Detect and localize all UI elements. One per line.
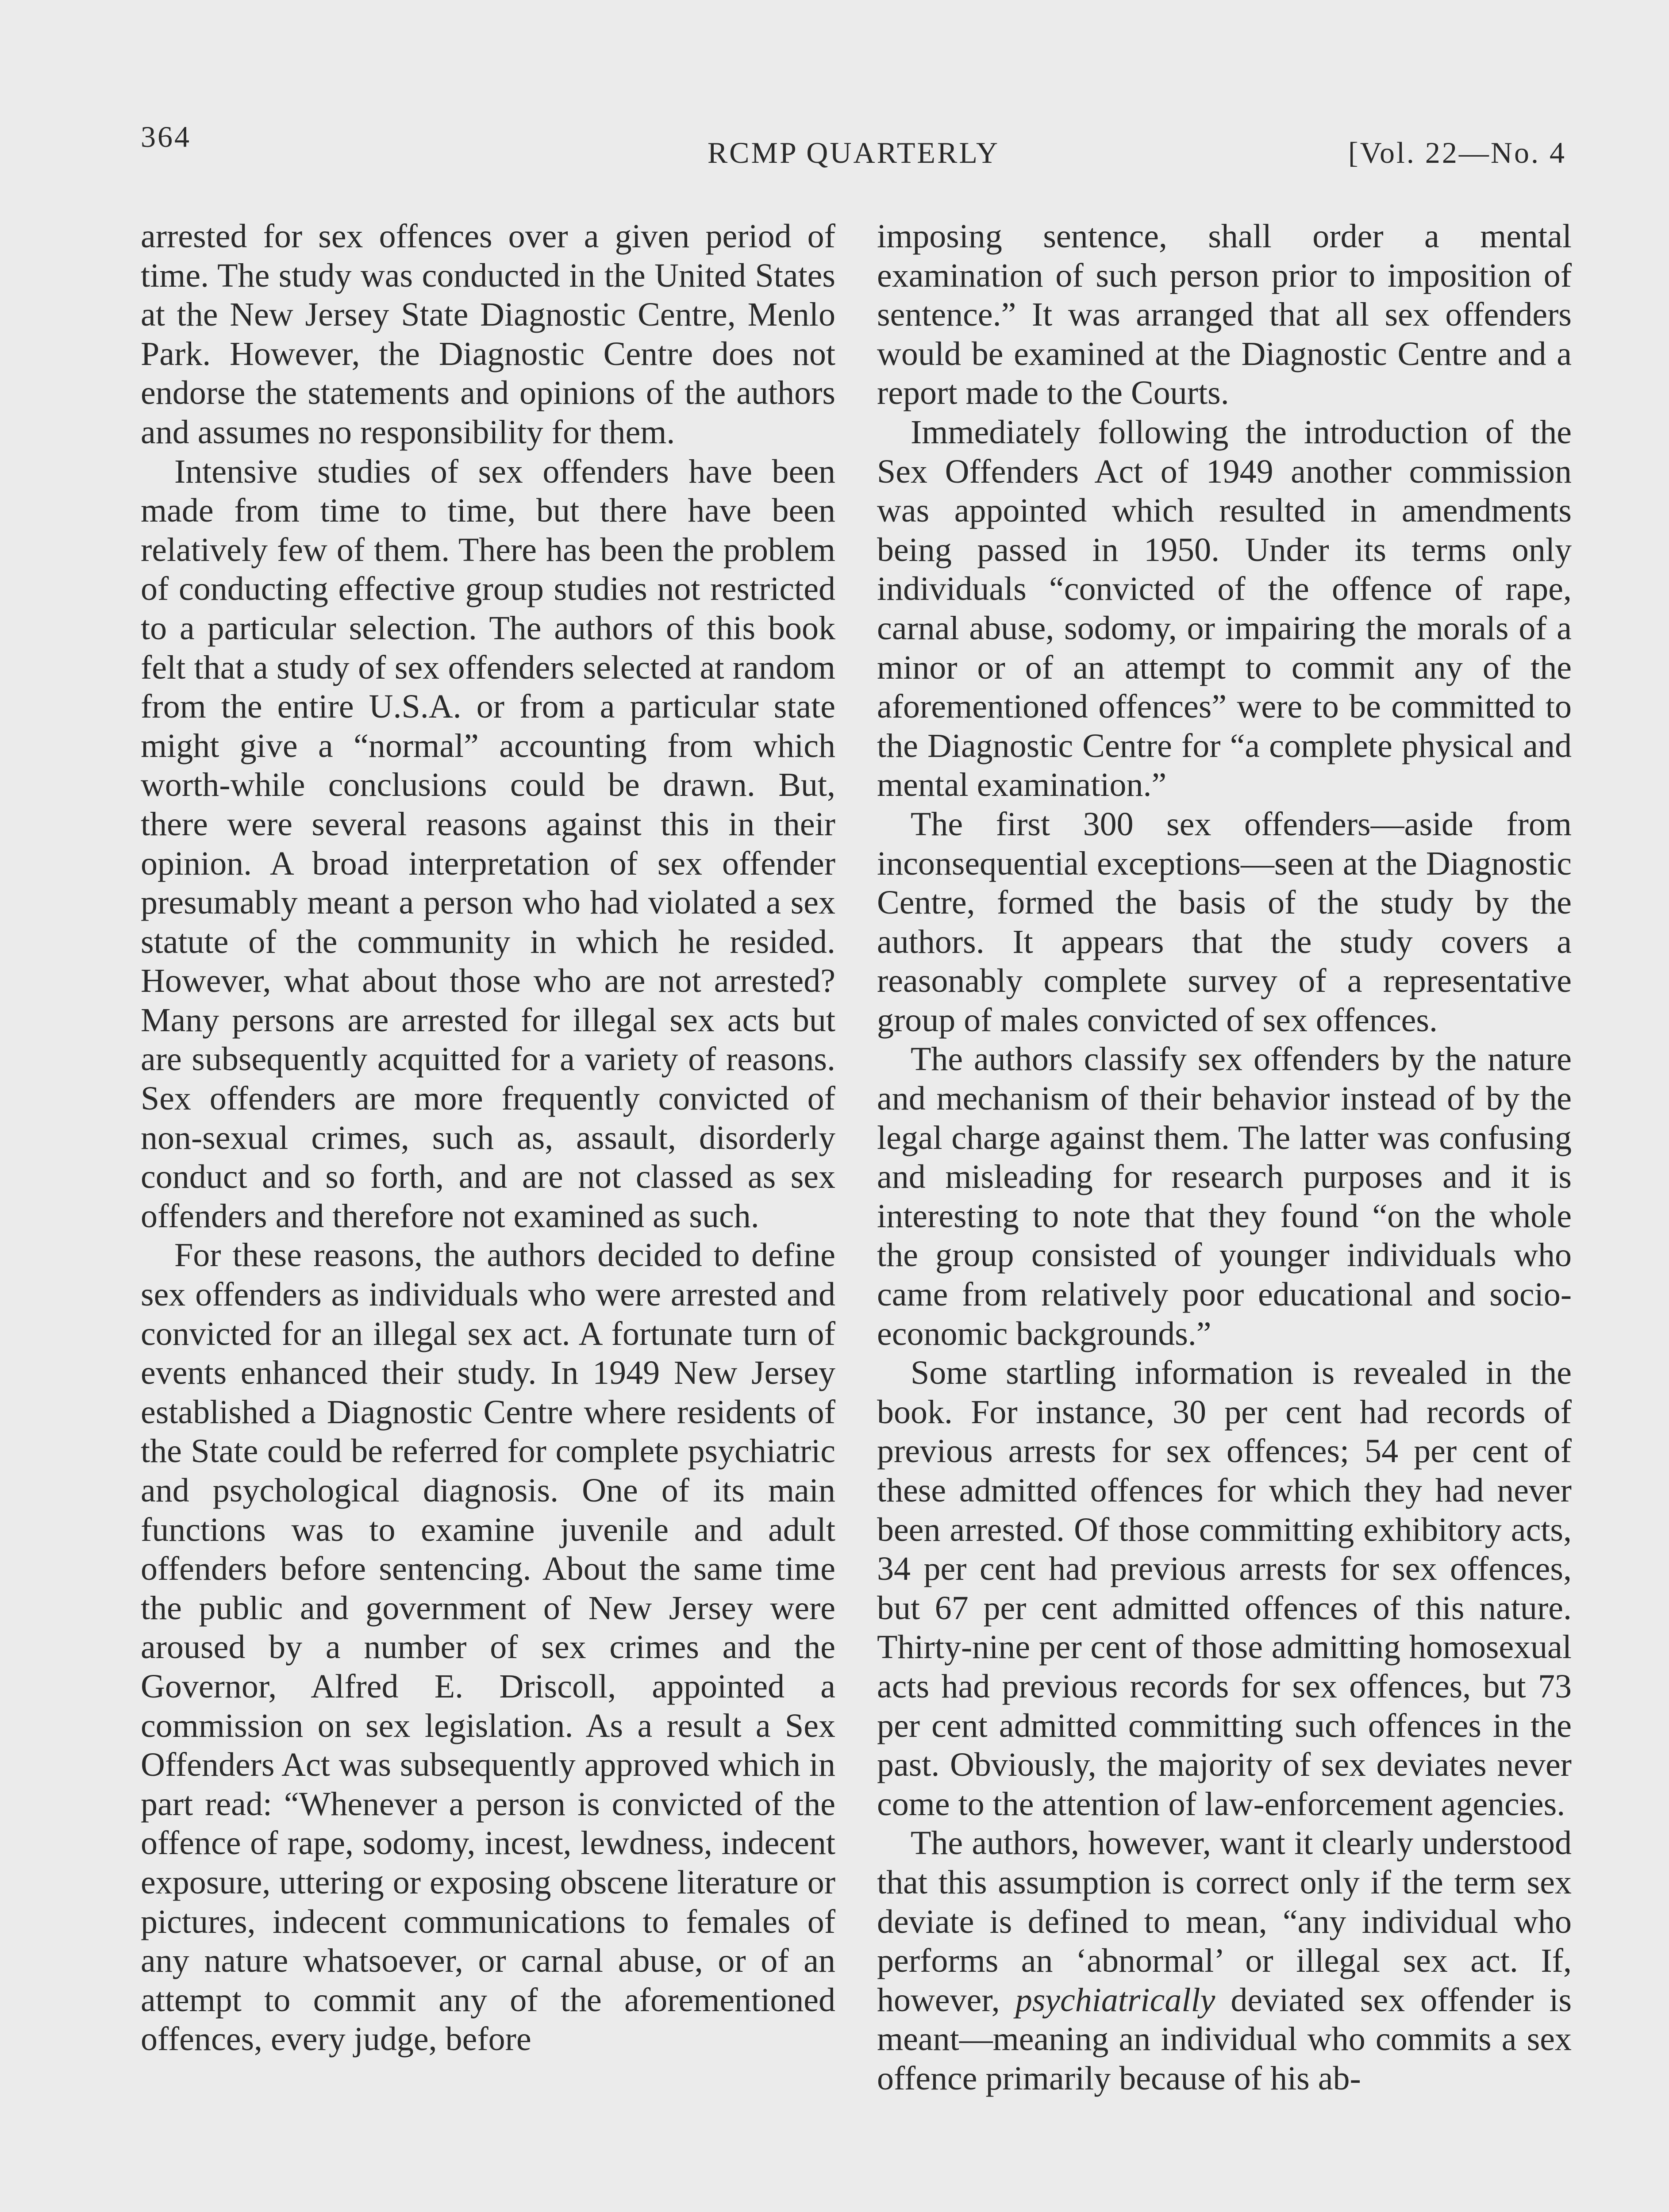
- emphasis-text: psychiatrically: [1015, 1981, 1215, 2019]
- paragraph: Some startling information is revealed in the book. For instance, 30 per cent had records of previous arrests for sex offences; 54 per cent of these admitted offences for which they had never been arrested. Of those committing exhibitory acts, 34 per cent had previous arrests for sex offences, but 67 per cent admitted offences of this nature. Thirty-nine per cent of those admitting homosexual acts had previous records for sex offences, but 73 per cent admitted committing such offences in the past. Obviously, the majority of sex deviates never come to the attention of law-enforcement agencies.: [877, 1354, 1572, 1823]
- paragraph-text: The authors, however, want it clearly understood that this assumption is correct only if the term sex deviate is defined to mean, “any individual who performs an ‘abnormal’ or illegal sex act. If, however,: [877, 1824, 1572, 2019]
- paragraph: For these reasons, the authors decided to define sex offenders as individuals who were arrested and convicted for an illegal sex act. A fortunate turn of events enhanced their study. In 1949 New Jersey established a Diagnostic Centre where residents of the State could be referred for complete psychiatric and psychological diagnosis. One of its main functions was to examine juvenile and adult offenders before sentencing. About the same time the public and government of New Jersey were aroused by a number of sex crimes and the Governor, Alfred E. Driscoll, appointed a commission on sex legislation. As a result a Sex Offenders Act was subsequently approved which in part read: “Whenever a person is convicted of the offence of rape, sodomy, incest, lewdness, indecent exposure, uttering or exposing obscene literature or pictures, indecent communications to females of any nature whatsoever, or carnal abuse, or of an attempt to commit any of the aforementioned offences, every judge, before: [141, 1237, 835, 2058]
- running-head: [141, 119, 1566, 173]
- paragraph: The first 300 sex offenders—aside from inconsequential exceptions—seen at the Diagnostic Centre, formed the basis of the study by the authors. It appears that the study covers a reasonably complete survey of a representative group of males convicted of sex offences.: [877, 805, 1572, 1039]
- issue-label: [Vol. 22—No. 4: [1348, 136, 1566, 169]
- right-column: [877, 217, 1572, 2098]
- paragraph: The authors classify sex offenders by the nature and mechanism of their behavior instead of by the legal charge against them. The latter was confusing and misleading for research purposes and it is interesting to note that they found “on the whole the group consisted of younger individuals who came from relatively poor educational and socio-economic backgrounds.”: [877, 1041, 1572, 1352]
- paragraph-text: deviated sex offender is meant—meaning an individual who commits a sex offence primarily because of his ab-: [877, 1981, 1572, 2097]
- journal-title: RCMP QUARTERLY: [707, 136, 1000, 169]
- paragraph: Intensive studies of sex offenders have been made from time to time, but there have been relatively few of them. There has been the problem of conducting effective group studies not restricted to a particular selection. The authors of this book felt that a study of sex offenders selected at random from the entire U.S.A. or from a particular state might give a “normal” accounting from which worth-while conclusions could be drawn. But, there were several reasons against this in their opinion. A broad interpretation of sex offender presumably meant a person who had violated a sex statute of the community in which he resided. However, what about those who are not arrested? Many persons are arrested for illegal sex acts but are subsequently acquitted for a variety of reasons. Sex offenders are more frequently convicted of non-sexual crimes, such as, assault, disorderly conduct and so forth, and are not classed as sex offenders and therefore not examined as such.: [141, 453, 835, 1235]
- paragraph: [877, 1824, 1572, 2098]
- left-column: [141, 217, 835, 2059]
- paragraph: Immediately following the introduction of the Sex Offenders Act of 1949 another commission was appointed which resulted in amendments being passed in 1950. Under its terms only individuals “convicted of the offence of rape, carnal abuse, sodomy, or impairing the morals of a minor or of an attempt to commit any of the aforementioned offences” were to be committed to the Diagnostic Centre for “a complete physical and mental examination.”: [877, 413, 1572, 804]
- paragraph: arrested for sex offences over a given period of time. The study was conducted in the United States at the New Jersey State Diagnostic Centre, Menlo Park. However, the Diagnostic Centre does not endorse the statements and opinions of the authors and assumes no responsibility for them.: [141, 218, 835, 451]
- paragraph: imposing sentence, shall order a mental examination of such person prior to imposition of sentence.” It was arranged that all sex offenders would be examined at the Diagnostic Centre and a report made to the Courts.: [877, 218, 1572, 412]
- page-number: 364: [141, 120, 191, 154]
